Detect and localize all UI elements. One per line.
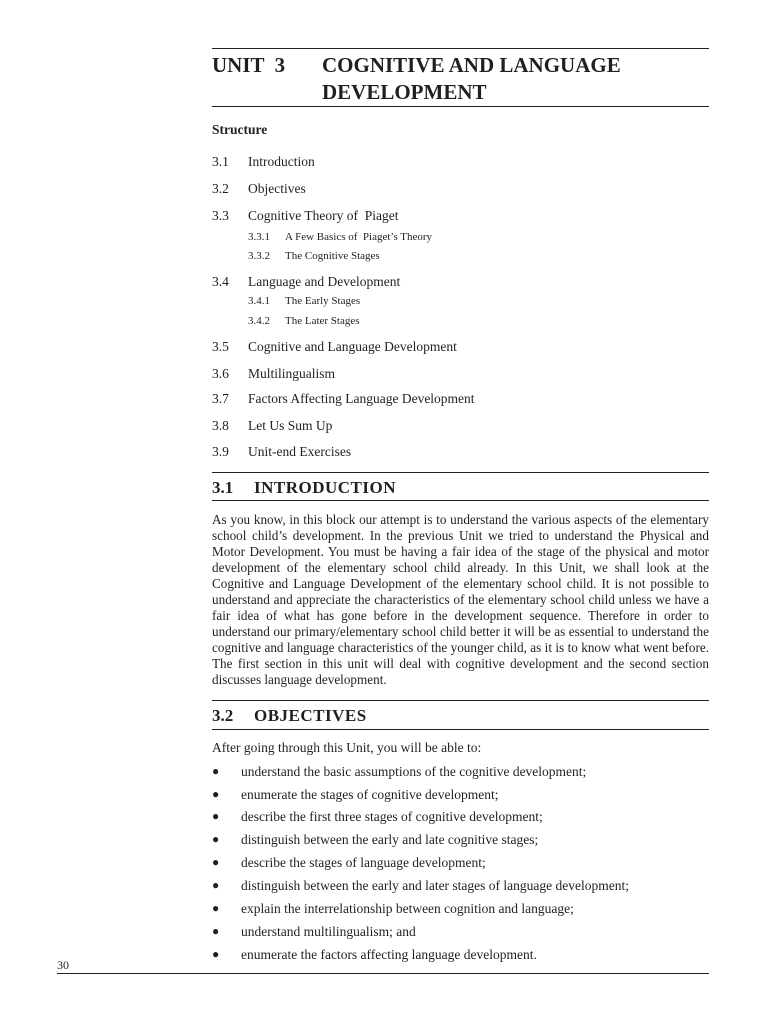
footer-rule (57, 973, 709, 974)
toc-subitem-number: 3.4.2 (248, 315, 270, 327)
bullet-icon: ● (212, 764, 220, 778)
introduction-paragraph: As you know, in this block our attempt is to understand the various aspects of the elementary school child’s development. In the previous Unit we tried to understand the Physical and Motor Development. You must be having a fair idea of the stage of the physical and motor development of the elementary school child already. In this Unit, we shall look at the Cognitive and Language Development of the elementary school child. It is not possible to understand and appreciate the characteristics of the elementary school child unless we have a fair idea of what has gone before in the development sequence. Therefore in order to understand our primary/elementary school child better it will be as essential to understand the cognitive and language characteristics of the younger child, as it is to know what went before. The first section in this unit will deal with cognitive development and the second section discusses language development. (212, 512, 709, 687)
toc-item-number: 3.2 (212, 181, 229, 196)
bullet-icon: ● (212, 901, 220, 915)
header-top-rule (212, 48, 709, 49)
bullet-icon: ● (212, 832, 220, 846)
toc-item-number: 3.5 (212, 339, 229, 354)
toc-subitem-label: The Cognitive Stages (285, 250, 380, 262)
unit-number: UNIT 3 (212, 53, 286, 77)
toc-item-label: Introduction (248, 154, 315, 169)
list-item-text: distinguish between the early and late cognitive stages; (241, 832, 539, 847)
toc-item-label: Language and Development (248, 274, 401, 289)
section-bottom-rule (212, 729, 709, 730)
list-item-text: explain the interrelationship between cognition and language; (241, 901, 574, 916)
toc-item-number: 3.8 (212, 418, 229, 433)
bullet-icon: ● (212, 924, 220, 938)
toc-item-label: Multilingualism (248, 366, 336, 381)
section-bottom-rule (212, 500, 709, 501)
toc-item-number: 3.3 (212, 208, 229, 223)
header-bottom-rule (212, 106, 709, 107)
list-item-text: distinguish between the early and later stages of language development; (241, 878, 629, 893)
list-item-text: enumerate the factors affecting language development. (241, 947, 537, 962)
toc-subitem-number: 3.4.1 (248, 295, 270, 307)
bullet-icon: ● (212, 787, 220, 801)
bullet-icon: ● (212, 878, 220, 892)
toc-item-number: 3.6 (212, 366, 229, 381)
objectives-lead: After going through this Unit, you will be able to: (212, 740, 482, 755)
bullet-icon: ● (212, 947, 220, 961)
toc-item-label: Cognitive and Language Development (248, 339, 457, 354)
toc-item-number: 3.1 (212, 154, 229, 169)
toc-item-label: Factors Affecting Language Development (248, 391, 475, 406)
section-top-rule (212, 472, 709, 473)
toc-subitem-label: The Later Stages (285, 315, 360, 327)
toc-item-label: Objectives (248, 181, 306, 196)
section-title: OBJECTIVES (254, 706, 367, 725)
toc-item-label: Cognitive Theory of Piaget (248, 208, 399, 223)
bullet-icon: ● (212, 809, 220, 823)
toc-subitem-label: The Early Stages (285, 295, 361, 307)
section-top-rule (212, 700, 709, 701)
section-number: 3.1 (212, 478, 234, 497)
section-title: INTRODUCTION (254, 478, 397, 497)
toc-subitem-number: 3.3.1 (248, 231, 270, 243)
bullet-icon: ● (212, 855, 220, 869)
toc-subitem-number: 3.3.2 (248, 250, 270, 262)
list-item-text: describe the first three stages of cognitive development; (241, 809, 543, 824)
list-item-text: describe the stages of language development; (241, 855, 486, 870)
toc-subitem-label: A Few Basics of Piaget’s Theory (285, 231, 433, 243)
unit-title: COGNITIVE AND LANGUAGE DEVELOPMENT (322, 53, 621, 104)
list-item-text: enumerate the stages of cognitive development; (241, 787, 499, 802)
page-number: 30 (57, 958, 69, 972)
toc-item-label: Let Us Sum Up (248, 418, 333, 433)
toc-item-label: Unit-end Exercises (248, 444, 352, 459)
toc-item-number: 3.4 (212, 274, 229, 289)
list-item-text: understand multilingualism; and (241, 924, 416, 939)
toc-item-number: 3.9 (212, 444, 229, 459)
list-item-text: understand the basic assumptions of the cognitive development; (241, 764, 587, 779)
toc-item-number: 3.7 (212, 391, 229, 406)
section-number: 3.2 (212, 706, 234, 725)
structure-heading: Structure (212, 122, 268, 137)
